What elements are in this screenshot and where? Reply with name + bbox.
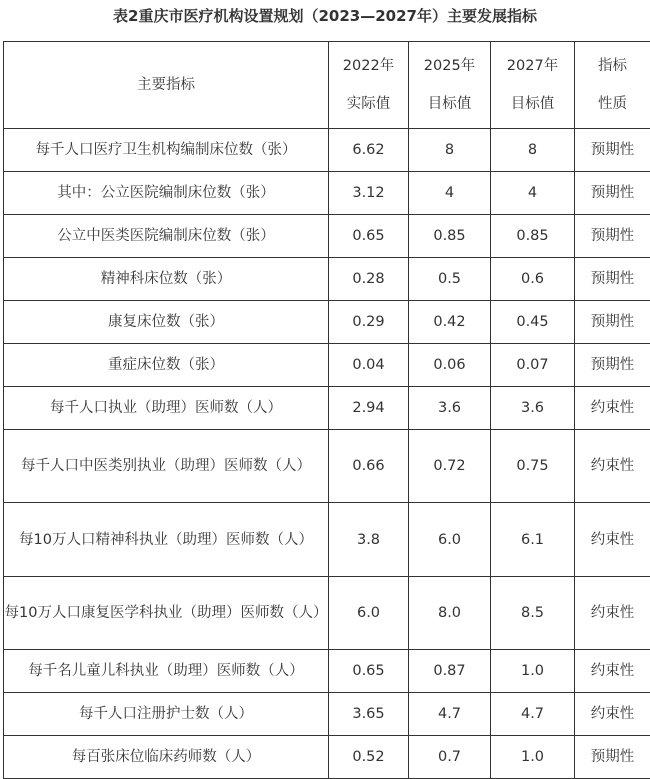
value-2027: 0.07 (491, 344, 575, 387)
value-2022: 6.0 (329, 577, 409, 650)
value-2025: 6.0 (409, 503, 491, 577)
value-2022: 0.66 (329, 430, 409, 503)
header-nature-line1: 指标 (575, 47, 650, 85)
value-2027: 0.45 (491, 301, 575, 344)
table-row (4, 344, 650, 387)
indicator-name: 每千人口中医类别执业（助理）医师数（人） (4, 430, 329, 503)
value-2025: 4 (409, 172, 491, 215)
table-row (4, 693, 650, 736)
value-2022: 0.29 (329, 301, 409, 344)
header-2027-label: 目标值 (491, 85, 574, 123)
indicator-nature: 约束性 (575, 577, 650, 650)
value-2022: 0.65 (329, 215, 409, 258)
value-2025: 0.7 (409, 736, 491, 779)
table-header-row (4, 42, 650, 129)
indicator-nature: 预期性 (575, 301, 650, 344)
indicator-name: 康复床位数（张） (4, 301, 329, 344)
header-main-indicator: 主要指标 (4, 42, 329, 129)
indicator-name: 精神科床位数（张） (4, 258, 329, 301)
value-2025: 0.87 (409, 650, 491, 693)
header-2022-label: 实际值 (329, 85, 408, 123)
indicators-table (3, 41, 650, 779)
indicator-nature: 约束性 (575, 693, 650, 736)
indicator-name: 每10万人口康复医学科执业（助理）医师数（人） (4, 577, 329, 650)
value-2025: 0.06 (409, 344, 491, 387)
value-2022: 6.62 (329, 129, 409, 172)
table-row (4, 387, 650, 430)
header-2027-year: 2027年 (491, 47, 574, 85)
indicator-nature: 约束性 (575, 387, 650, 430)
table-row (4, 129, 650, 172)
indicator-nature: 约束性 (575, 650, 650, 693)
table-row (4, 215, 650, 258)
indicator-name: 每千人口注册护士数（人） (4, 693, 329, 736)
header-nature-line2: 性质 (575, 85, 650, 123)
value-2022: 2.94 (329, 387, 409, 430)
header-2027-target (491, 42, 575, 129)
value-2027: 4 (491, 172, 575, 215)
value-2025: 8 (409, 129, 491, 172)
value-2027: 8.5 (491, 577, 575, 650)
indicator-nature: 预期性 (575, 172, 650, 215)
indicator-name: 重症床位数（张） (4, 344, 329, 387)
value-2022: 3.8 (329, 503, 409, 577)
value-2022: 3.12 (329, 172, 409, 215)
value-2025: 8.0 (409, 577, 491, 650)
value-2025: 3.6 (409, 387, 491, 430)
value-2027: 0.85 (491, 215, 575, 258)
indicator-nature: 约束性 (575, 503, 650, 577)
indicator-nature: 预期性 (575, 258, 650, 301)
header-2025-target (409, 42, 491, 129)
table-row (4, 736, 650, 779)
value-2022: 0.65 (329, 650, 409, 693)
header-2022-actual (329, 42, 409, 129)
table-row (4, 577, 650, 650)
value-2022: 0.28 (329, 258, 409, 301)
value-2027: 0.6 (491, 258, 575, 301)
table-row (4, 172, 650, 215)
indicator-nature: 预期性 (575, 215, 650, 258)
header-2025-year: 2025年 (409, 47, 490, 85)
indicator-name: 每千人口执业（助理）医师数（人） (4, 387, 329, 430)
indicator-name: 每千人口医疗卫生机构编制床位数（张） (4, 129, 329, 172)
value-2022: 0.52 (329, 736, 409, 779)
value-2022: 0.04 (329, 344, 409, 387)
table-row (4, 650, 650, 693)
value-2025: 0.85 (409, 215, 491, 258)
indicator-nature: 约束性 (575, 430, 650, 503)
value-2022: 3.65 (329, 693, 409, 736)
value-2027: 1.0 (491, 736, 575, 779)
indicator-name: 其中：公立医院编制床位数（张） (4, 172, 329, 215)
table-row (4, 430, 650, 503)
value-2025: 0.42 (409, 301, 491, 344)
value-2027: 1.0 (491, 650, 575, 693)
table-row (4, 503, 650, 577)
indicator-nature: 预期性 (575, 736, 650, 779)
value-2025: 0.5 (409, 258, 491, 301)
header-2022-year: 2022年 (329, 47, 408, 85)
indicator-name: 公立中医类医院编制床位数（张） (4, 215, 329, 258)
header-indicator-nature (575, 42, 650, 129)
value-2027: 4.7 (491, 693, 575, 736)
table-row (4, 301, 650, 344)
value-2025: 4.7 (409, 693, 491, 736)
header-2025-label: 目标值 (409, 85, 490, 123)
table-row (4, 258, 650, 301)
indicator-name: 每千名儿童儿科执业（助理）医师数（人） (4, 650, 329, 693)
table-title: 表2重庆市医疗机构设置规划（2023—2027年）主要发展指标 (0, 0, 650, 32)
indicator-name: 每10万人口精神科执业（助理）医师数（人） (4, 503, 329, 577)
value-2025: 0.72 (409, 430, 491, 503)
value-2027: 8 (491, 129, 575, 172)
indicator-nature: 预期性 (575, 129, 650, 172)
value-2027: 6.1 (491, 503, 575, 577)
indicator-name: 每百张床位临床药师数（人） (4, 736, 329, 779)
indicator-nature: 预期性 (575, 344, 650, 387)
value-2027: 3.6 (491, 387, 575, 430)
value-2027: 0.75 (491, 430, 575, 503)
